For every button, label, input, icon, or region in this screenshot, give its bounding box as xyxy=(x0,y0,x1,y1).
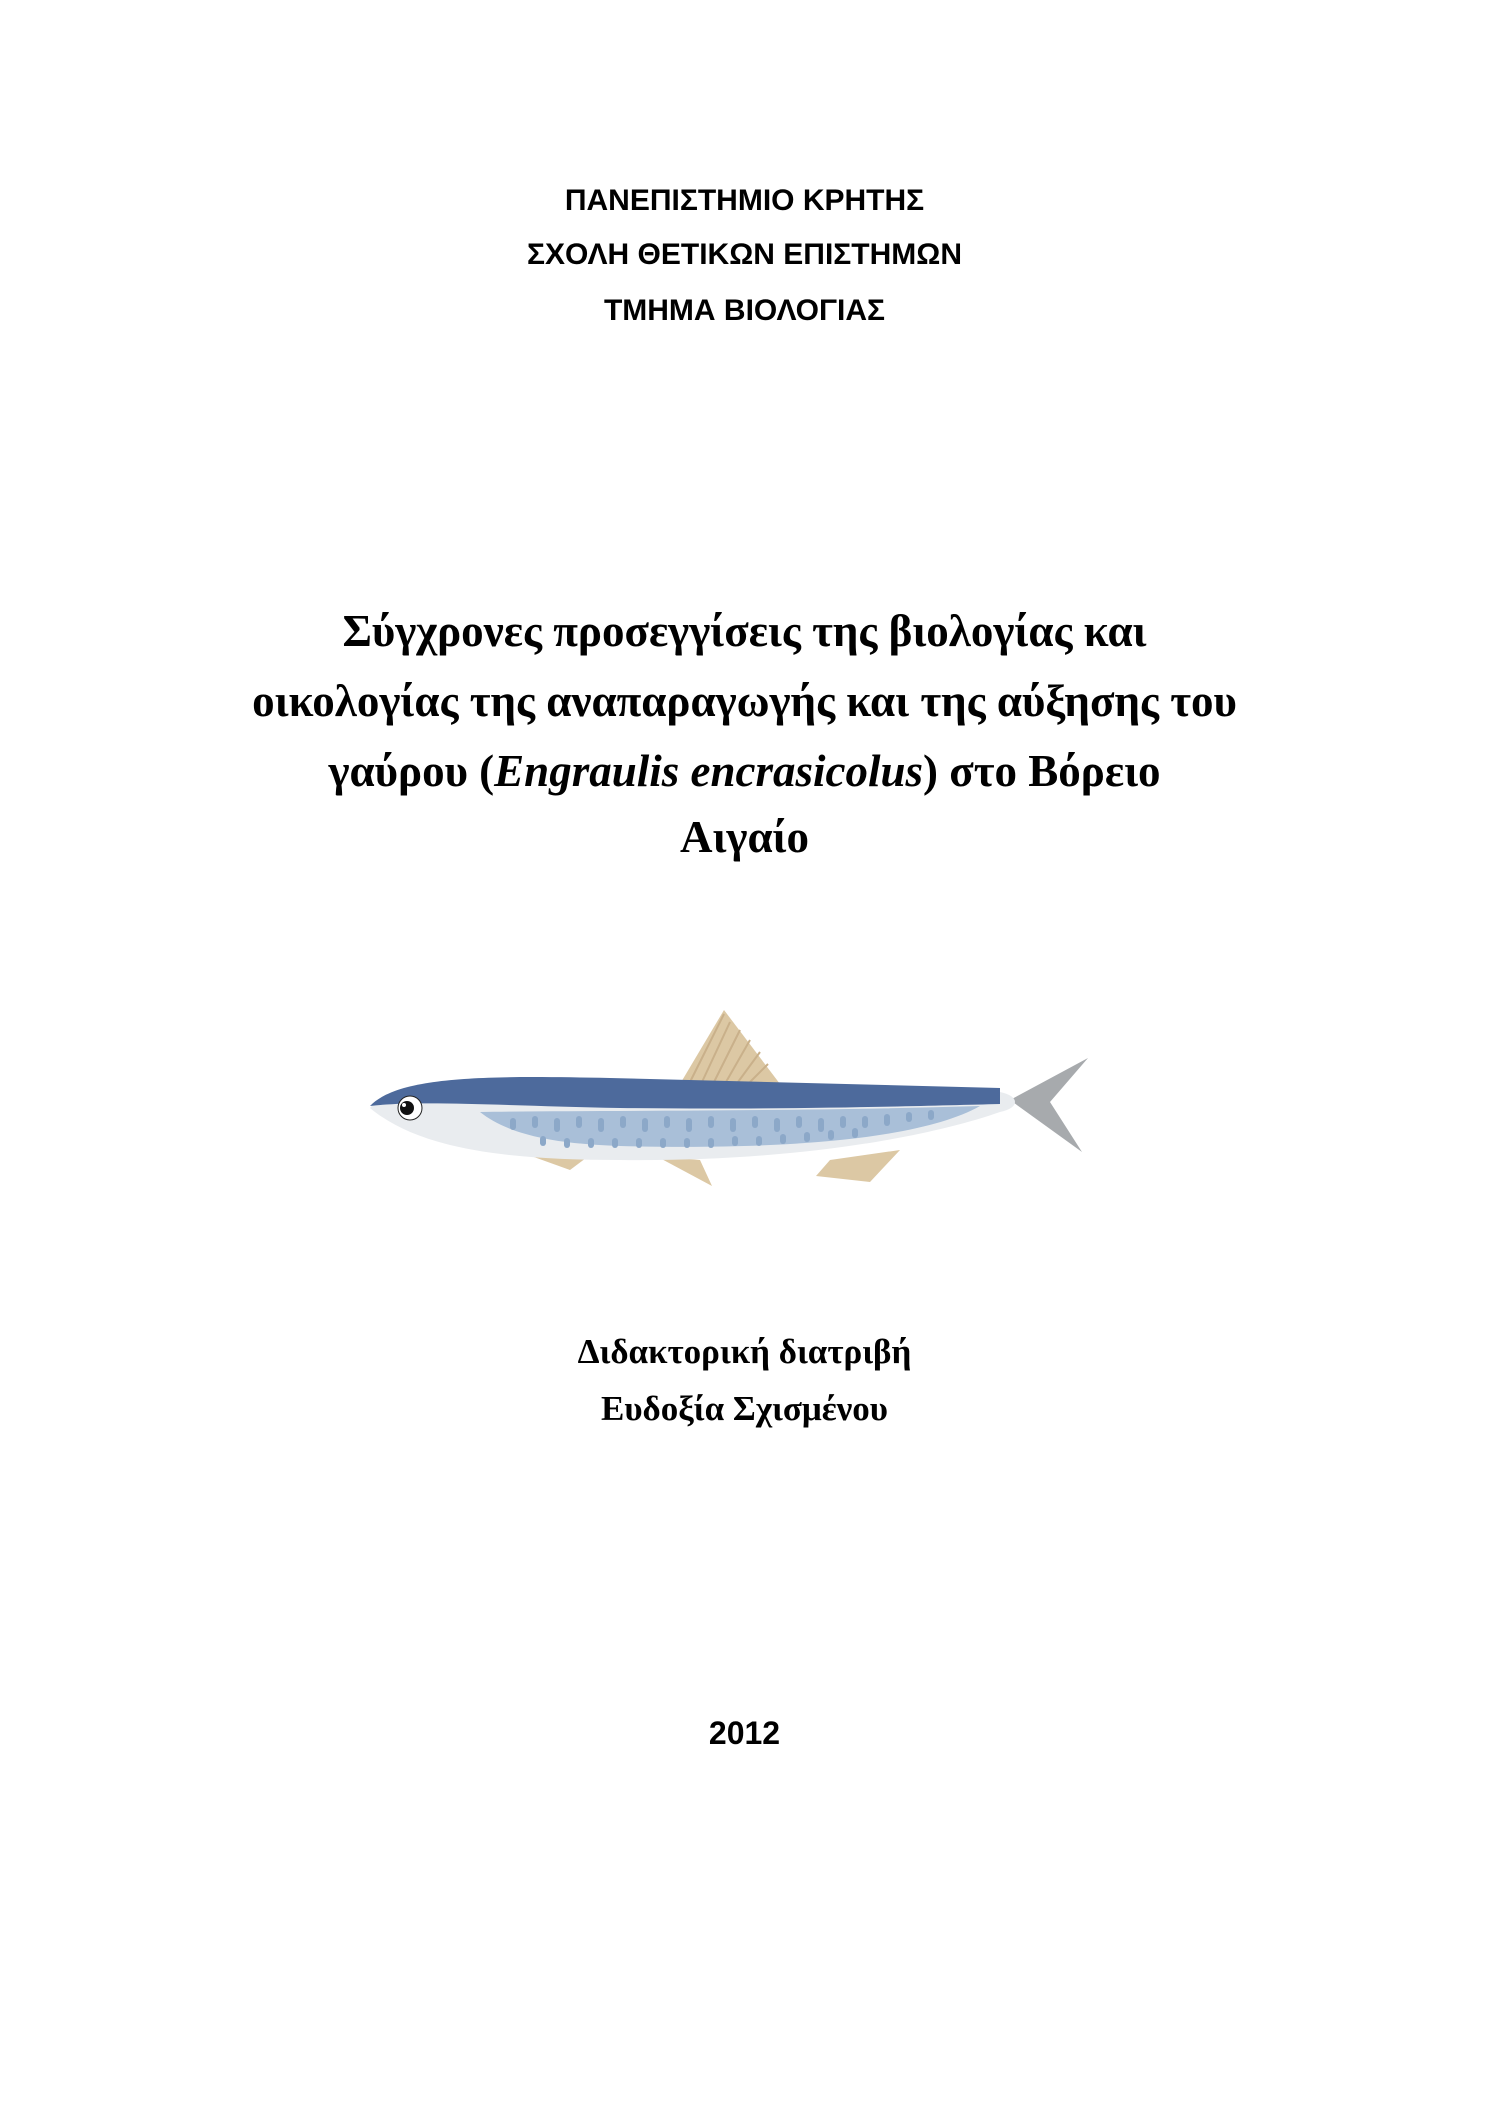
title-line-2: οικολογίας της αναπαραγωγής και της αύξησης του xyxy=(252,676,1237,726)
thesis-type: Διδακτορική διατριβή xyxy=(577,1332,912,1371)
department-name: ΤΜΗΜΑ ΒΙΟΛΟΓΙΑΣ xyxy=(603,294,886,327)
title-line-3-end: ) στο Βόρειο xyxy=(923,746,1161,796)
anchovy-fish-illustration xyxy=(360,1000,1140,1200)
school-name: ΣΧΟΛΗ ΘΕΤΙΚΩΝ ΕΠΙΣΤΗΜΩΝ xyxy=(527,238,962,271)
title-line-3 xyxy=(0,746,1489,796)
university-name: ΠΑΝΕΠΙΣΤΗΜΙΟ ΚΡΗΤΗΣ xyxy=(564,184,925,217)
author-name: Ευδοξία Σχισμένου xyxy=(601,1389,888,1428)
anal-fin xyxy=(816,1150,900,1182)
title-line-1: Σύγχρονες προσεγγίσεις της βιολογίας και xyxy=(342,606,1147,656)
fish-back xyxy=(370,1077,1000,1109)
publication-year: 2012 xyxy=(708,1715,781,1751)
title-line-4: Αιγαίο xyxy=(679,812,810,862)
pelvic-fin xyxy=(656,1156,712,1186)
species-name: Engraulis encrasicolus xyxy=(494,746,924,796)
tail-fin xyxy=(1010,1058,1088,1152)
title-line-3-start: γαύρου ( xyxy=(328,746,495,796)
